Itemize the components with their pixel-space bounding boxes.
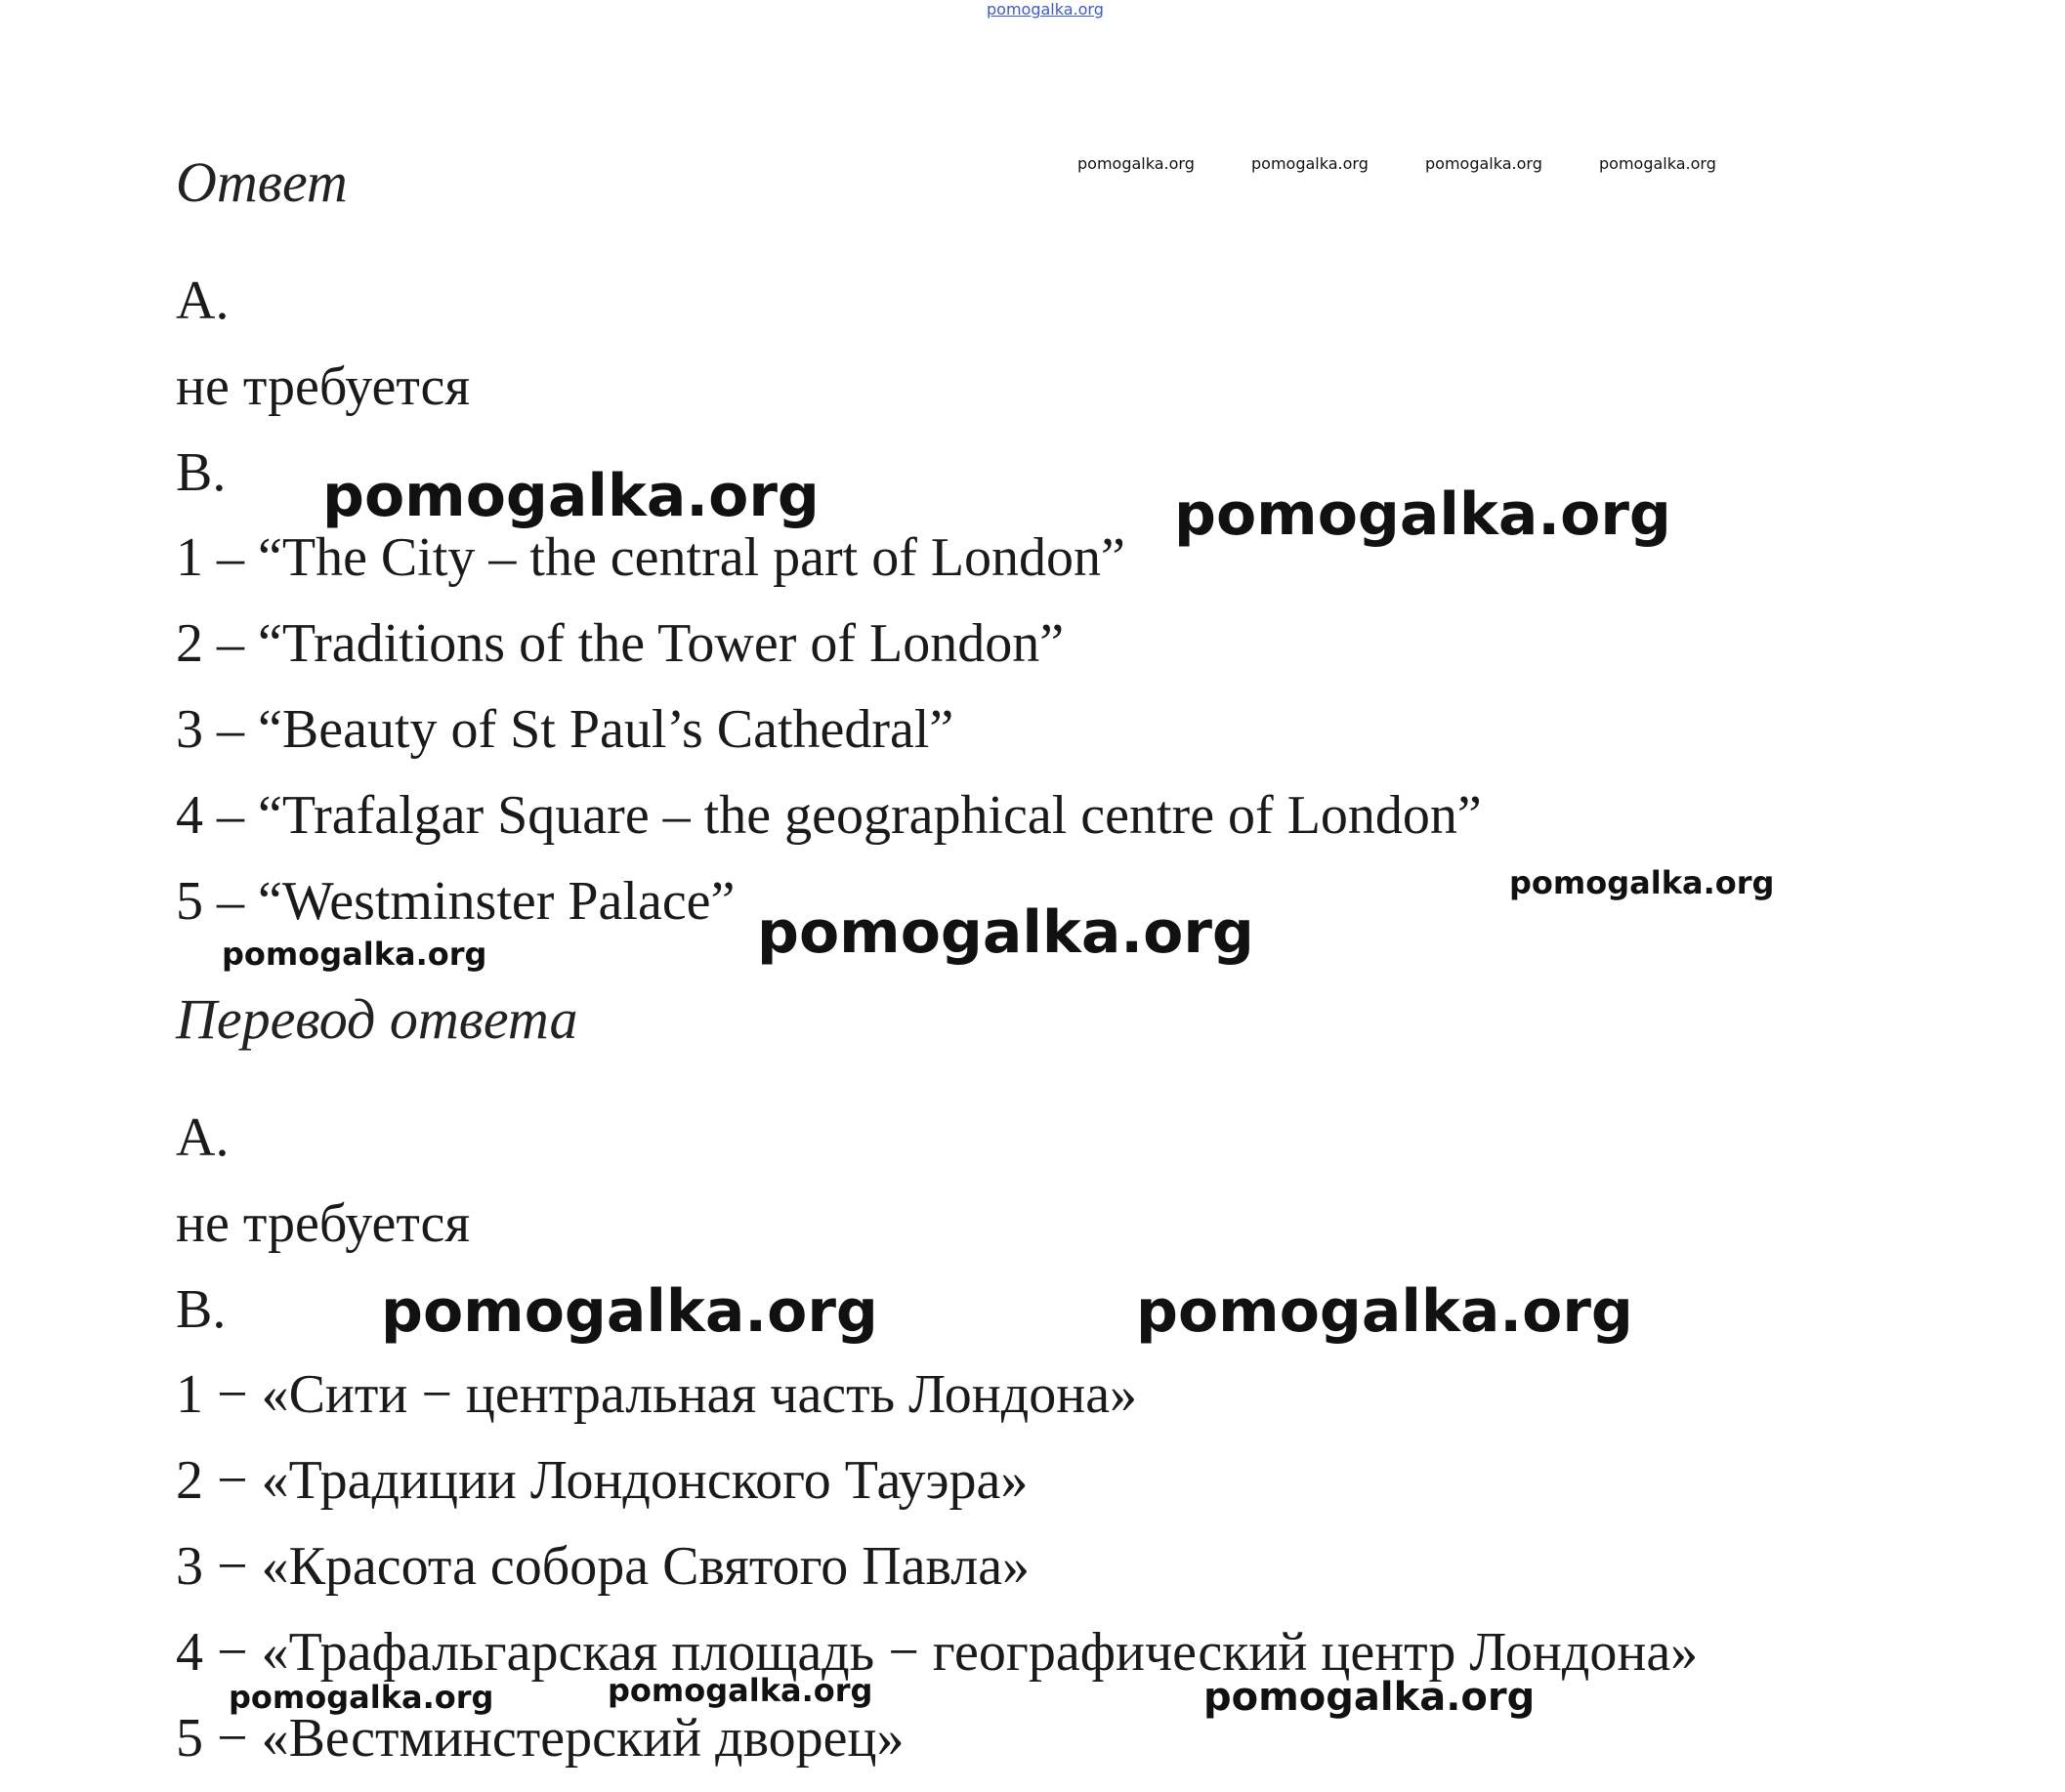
translation-item: 5 − «Вестминстерский дворец» bbox=[176, 1708, 905, 1769]
watermark-medium: pomogalka.org bbox=[229, 1679, 494, 1716]
translation-item: 1 − «Сити − центральная часть Лондона» bbox=[176, 1364, 1138, 1425]
watermark-large: pomogalka.org bbox=[1174, 480, 1671, 549]
answer-item: 2 – “Traditions of the Tower of London” bbox=[176, 613, 1065, 674]
answer-part-a-text: не требуется bbox=[176, 356, 471, 417]
translation-part-a-label: A. bbox=[176, 1107, 230, 1168]
answer-part-a-label: A. bbox=[176, 271, 230, 331]
watermark-top-link[interactable]: pomogalka.org bbox=[987, 0, 1104, 19]
translation-part-a-text: не требуется bbox=[176, 1193, 471, 1254]
translation-heading: Перевод ответа bbox=[176, 987, 578, 1051]
watermark-medium: pomogalka.org bbox=[608, 1672, 873, 1709]
translation-part-b-label: B. bbox=[176, 1279, 227, 1340]
translation-item: 3 − «Красота собора Святого Павла» bbox=[176, 1536, 1031, 1597]
watermark-large: pomogalka.org bbox=[757, 898, 1254, 967]
watermark-large: pomogalka.org bbox=[381, 1277, 878, 1346]
answer-item: 3 – “Beauty of St Paul’s Cathedral” bbox=[176, 699, 954, 760]
answer-item: 1 – “The City – the central part of London” bbox=[176, 527, 1125, 588]
watermark-small: pomogalka.org bbox=[1599, 154, 1716, 173]
watermark-medium: pomogalka.org bbox=[1509, 864, 1775, 901]
watermark-small: pomogalka.org bbox=[1425, 154, 1542, 173]
answer-item: 4 – “Trafalgar Square – the geographical centre of London” bbox=[176, 785, 1482, 846]
watermark-large: pomogalka.org bbox=[1136, 1277, 1633, 1346]
translation-item: 2 − «Традиции Лондонского Тауэра» bbox=[176, 1450, 1029, 1511]
answer-part-b-label: B. bbox=[176, 442, 227, 503]
answer-item: 5 – “Westminster Palace” bbox=[176, 871, 736, 932]
watermark-medium: pomogalka.org bbox=[222, 936, 487, 973]
watermark-small: pomogalka.org bbox=[1251, 154, 1369, 173]
watermark-medium: pomogalka.org bbox=[1203, 1675, 1536, 1720]
answer-heading: Ответ bbox=[176, 150, 348, 214]
translation-item: 4 − «Трафальгарская площадь − географический центр Лондона» bbox=[176, 1622, 1699, 1683]
watermark-large: pomogalka.org bbox=[322, 462, 820, 530]
watermark-small: pomogalka.org bbox=[1077, 154, 1195, 173]
